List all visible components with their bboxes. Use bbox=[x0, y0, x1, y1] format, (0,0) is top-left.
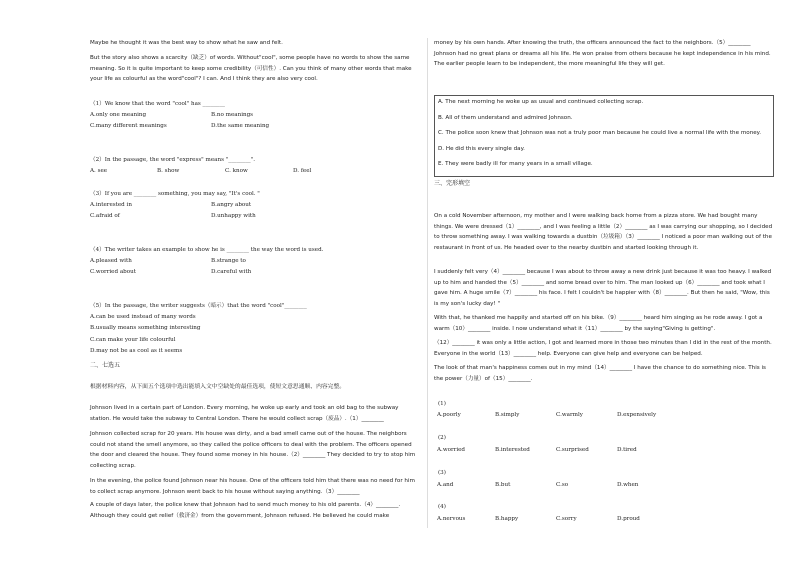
option[interactable]: A.nervous bbox=[437, 516, 466, 522]
option[interactable]: D. feel bbox=[293, 168, 312, 174]
option[interactable]: A.pleased with bbox=[90, 258, 132, 264]
option[interactable]: C.worried about bbox=[90, 269, 136, 275]
section-title: 三、完形填空 bbox=[434, 180, 471, 187]
cloze-paragraph: The look of that man's happiness comes out in my mind（14）________ I have the chance to do something nice. This is the power（力量）of（15）________. bbox=[434, 365, 766, 382]
option[interactable]: D.expensively bbox=[617, 412, 657, 418]
option[interactable]: B.no meanings bbox=[211, 112, 254, 118]
option[interactable]: C.can make your life colourful bbox=[90, 337, 176, 343]
cloze-question-number: (4) bbox=[438, 504, 446, 510]
option[interactable]: B.simply bbox=[495, 412, 520, 418]
question-stem: （1）We know that the word "cool" has ________ bbox=[90, 101, 225, 107]
option[interactable]: A.only one meaning bbox=[90, 112, 147, 118]
passage-paragraph: money by his own hands. After knowing the truth, the officers announced the fact to the neighbors.（5）________ Johnson had no great plans or dreams all his life. He won praise from others because he kept independence in his mind. The earlier people learn to be independent, the more meaningful life they will get. bbox=[434, 40, 771, 68]
option[interactable]: C.sorry bbox=[556, 516, 577, 522]
option[interactable]: A.poorly bbox=[437, 412, 461, 418]
passage-paragraph: Johnson lived in a certain part of London. Every morning, he woke up early and took an old bag to the subway station. He would take the subway to Central London. There he would collect scrap（废品）.（1）________ bbox=[90, 405, 399, 422]
choice-item: C. The police soon knew that Johnson was not a truly poor man because he could live a normal life with the money. bbox=[438, 130, 761, 136]
option[interactable]: A.worried bbox=[437, 447, 466, 453]
option[interactable]: D.the same meaning bbox=[211, 123, 270, 129]
option[interactable]: C.many different meanings bbox=[90, 123, 167, 129]
option[interactable]: A.interested in bbox=[90, 202, 132, 208]
option[interactable]: B.usually means something interesting bbox=[90, 325, 201, 331]
question-stem: （5）In the passage, the writer suggests（暗示）that the word "cool"________ bbox=[90, 303, 307, 309]
option[interactable]: B.strange to bbox=[211, 258, 246, 264]
question-stem: （2）In the passage, the word "express" means "________". bbox=[90, 157, 256, 163]
option[interactable]: B.angry about bbox=[211, 202, 252, 208]
passage-paragraph: Maybe he thought it was the best way to show what he saw and felt. bbox=[90, 40, 283, 46]
option[interactable]: C.so bbox=[556, 482, 569, 488]
option[interactable]: A. see bbox=[90, 168, 108, 174]
passage-paragraph: In the evening, the police found Johnson near his house. One of the officers told him that there was no need for him to collect scrap anymore. Johnson went back to his house without saying anything.（3）________ bbox=[90, 478, 415, 495]
choices-box bbox=[434, 95, 774, 177]
choice-item: D. He did this every single day. bbox=[438, 146, 525, 152]
option[interactable]: B.happy bbox=[495, 516, 519, 522]
section-instructions: 根据材料内容，从下面五个选项中选出能填入文中空缺处的最佳选项，使短文意思通顺、内容完整。 bbox=[90, 384, 346, 390]
option[interactable]: D.unhappy with bbox=[211, 213, 256, 219]
option[interactable]: D.may not be as cool as it seems bbox=[90, 348, 183, 354]
option[interactable]: C.surprised bbox=[556, 447, 589, 453]
option[interactable]: A.can be used instead of many words bbox=[90, 314, 196, 320]
choice-item: E. They were badly ill for many years in a small village. bbox=[438, 161, 593, 167]
choice-item: B. All of them understand and admired Johnson. bbox=[438, 115, 573, 121]
passage-paragraph: A couple of days later, the police knew that Johnson had to send much money to his old parents.（4）________. Although they could get relief（救济金）from the government, Johnson refused. He believed he could make bbox=[90, 502, 401, 519]
option[interactable]: B.but bbox=[495, 482, 511, 488]
option[interactable]: C. know bbox=[225, 168, 248, 174]
option[interactable]: D.when bbox=[617, 482, 639, 488]
section-title: 二、七选五 bbox=[90, 362, 121, 369]
cloze-question-number: (3) bbox=[438, 470, 446, 476]
option[interactable]: C.warmly bbox=[556, 412, 583, 418]
passage-paragraph: Johnson collected scrap for 20 years. His house was dirty, and a bad smell came out of the house. The neighbors could not stand the smell anymore, so they called the police officers to deal with the problem. The officers opened the door and cleared the house. They found some money in his house.（2）________ They decided to try to stop him collecting scrap. bbox=[90, 431, 416, 469]
cloze-paragraph: With that, he thanked me happily and started off on his bike.（9）________ heard him singing as he rode away. I got a warm（10）________ inside. I now understand what it（11）________ by the saying"Giving is getting". bbox=[434, 315, 763, 332]
choice-item: A. The next morning he woke up as usual and continued collecting scrap. bbox=[438, 99, 644, 105]
cloze-question-number: (1) bbox=[438, 401, 446, 407]
option[interactable]: C.afraid of bbox=[90, 213, 120, 219]
question-stem: （4）The writer takes an example to show he is ________ the way the word is used. bbox=[90, 247, 324, 253]
option[interactable]: D.proud bbox=[617, 516, 640, 522]
option[interactable]: B. show bbox=[157, 168, 180, 174]
option[interactable]: B.interested bbox=[495, 447, 530, 453]
cloze-paragraph: （12）________ it was only a little action, I got and learned more in those two minutes than I did in the rest of the month. Everyone in the world（13）________ help. Everyone can give help and everyone can be helped. bbox=[434, 340, 772, 357]
question-stem: （3）If you are ________ something, you may say, "It's cool. " bbox=[90, 191, 260, 197]
option[interactable]: D.tired bbox=[617, 447, 637, 453]
cloze-question-number: (2) bbox=[438, 435, 446, 441]
option[interactable]: A.and bbox=[437, 482, 454, 488]
column-divider bbox=[427, 38, 428, 528]
option[interactable]: D.careful with bbox=[211, 269, 252, 275]
cloze-paragraph: I suddenly felt very（4）________ because I was about to throw away a new drink just because it was too heavy. I walked up to him and handed the（5）________ and some bread over to him. The man looked up（6）________ and took what I gave him. A huge smile（7）________ his face. I felt I couldn't be happier with（8）________. But then he said, "Wow, this is my son's lucky day! " bbox=[434, 269, 772, 307]
passage-paragraph: But the story also shows a scarcity（缺乏）of words. Without"cool", some people have no words to show the same meaning. So it is quite important to keep some credibility（可信性）. Can you think of many other words that make your life as colourful as the word"cool"? I can. And I think they are also very cool. bbox=[90, 55, 412, 83]
cloze-paragraph: On a cold November afternoon, my mother and I were walking back home from a pizza store. We had bought many things. We were dressed（1）________, and I was feeling a little（2）________ as I was carrying our shopping, so I decided to throw something away. I was walking towards a dustbin（垃圾箱）（3）________ I noticed a poor man walking out of the restaurant in front of us. He headed over to the nearby dustbin and started looking through it. bbox=[434, 213, 773, 251]
